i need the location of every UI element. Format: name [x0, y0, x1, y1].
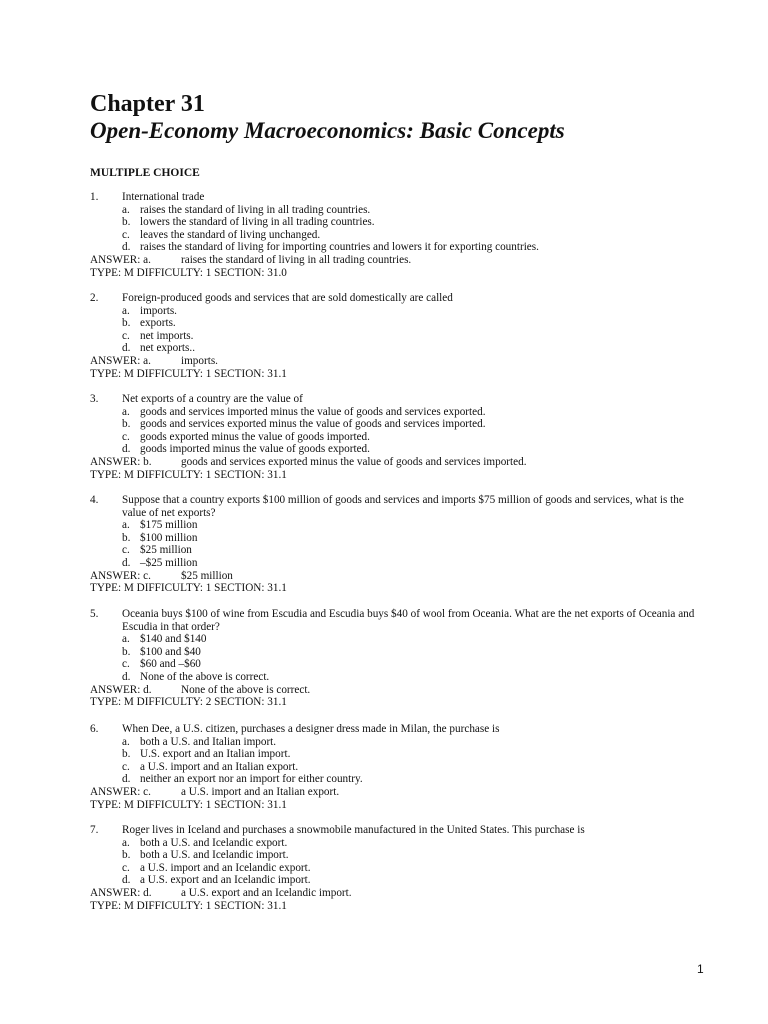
answer-line: [90, 355, 700, 368]
answer-label: ANSWER: c.: [90, 569, 151, 582]
option-b: b. $100 and $40: [122, 645, 201, 658]
answer-line: [90, 887, 700, 900]
question-number: 7.: [90, 824, 99, 836]
question-5: [90, 608, 700, 709]
option-b: b. goods and services exported minus the value of goods and services imported.: [122, 418, 486, 431]
question-4: [90, 494, 700, 595]
option-a: a. imports.: [122, 304, 177, 317]
option-b: b. both a U.S. and Icelandic import.: [122, 849, 289, 862]
question-number: 6.: [90, 723, 99, 735]
answer-line: [90, 254, 700, 267]
option-d: d. a U.S. export and an Icelandic import.: [122, 874, 311, 887]
question-6: [90, 723, 700, 811]
question-number: 4.: [90, 494, 99, 506]
question-stem: When Dee, a U.S. citizen, purchases a designer dress made in Milan, the purchase is: [122, 723, 500, 735]
option-b: b. exports.: [122, 317, 176, 330]
option-d: d. None of the above is correct.: [122, 670, 270, 683]
page-number: 1: [697, 962, 704, 976]
question-number: 3.: [90, 393, 99, 405]
option-c: c. $25 million: [122, 544, 192, 557]
answer-label: ANSWER: a.: [90, 253, 151, 266]
question-7: [90, 824, 700, 912]
option-a: a. $175 million: [122, 519, 198, 532]
question-meta: TYPE: M DIFFICULTY: 1 SECTION: 31.1: [90, 798, 287, 811]
answer-text: imports.: [181, 354, 218, 367]
answer-label: ANSWER: b.: [90, 455, 152, 468]
question-number: 1.: [90, 191, 99, 203]
question-stem: International trade: [122, 191, 205, 203]
question-meta: TYPE: M DIFFICULTY: 2 SECTION: 31.1: [90, 696, 287, 709]
question-3: [90, 393, 700, 481]
question-stem: Suppose that a country exports $100 million of goods and services and imports $75 million of goods and services, what is the value of net exports?: [122, 494, 684, 519]
option-b: b. lowers the standard of living in all trading countries.: [122, 216, 375, 229]
answer-line: [90, 684, 700, 697]
chapter-title: Chapter 31: [90, 91, 205, 117]
option-b: b. $100 million: [122, 531, 198, 544]
option-c: c. a U.S. import and an Icelandic export.: [122, 861, 311, 874]
question-stem: Net exports of a country are the value of: [122, 393, 303, 405]
option-c: c. goods exported minus the value of goods imported.: [122, 430, 370, 443]
answer-label: ANSWER: d.: [90, 683, 152, 696]
question-meta: TYPE: M DIFFICULTY: 1 SECTION: 31.0: [90, 266, 287, 279]
question-stem: Oceania buys $100 of wine from Escudia and Escudia buys $40 of wool from Oceania. What are the net exports of Oceania and Escudia in that order?: [122, 608, 695, 633]
option-b: b. U.S. export and an Italian import.: [122, 748, 291, 761]
question-2: [90, 292, 700, 380]
answer-line: [90, 570, 700, 583]
section-heading: MULTIPLE CHOICE: [90, 167, 200, 179]
option-c: c. a U.S. import and an Italian export.: [122, 760, 299, 773]
option-c: c. leaves the standard of living unchanged.: [122, 228, 321, 241]
question-meta: TYPE: M DIFFICULTY: 1 SECTION: 31.1: [90, 468, 287, 481]
answer-text: raises the standard of living in all trading countries.: [181, 253, 412, 266]
option-a: a. $140 and $140: [122, 633, 207, 646]
option-a: a. both a U.S. and Italian import.: [122, 735, 277, 748]
question-meta: TYPE: M DIFFICULTY: 1 SECTION: 31.1: [90, 899, 287, 912]
question-1: [90, 191, 700, 279]
question-stem: Foreign-produced goods and services that are sold domestically are called: [122, 292, 453, 304]
option-d: d. neither an export nor an import for either country.: [122, 773, 363, 786]
answer-text: a U.S. import and an Italian export.: [181, 785, 340, 798]
answer-label: ANSWER: a.: [90, 354, 151, 367]
option-d: d. goods imported minus the value of goods exported.: [122, 443, 370, 456]
chapter-subtitle: Open-Economy Macroeconomics: Basic Concepts: [90, 118, 565, 143]
answer-text: goods and services exported minus the value of goods and services imported.: [181, 455, 527, 468]
answer-label: ANSWER: c.: [90, 785, 151, 798]
option-c: c. net imports.: [122, 329, 194, 342]
question-meta: TYPE: M DIFFICULTY: 1 SECTION: 31.1: [90, 367, 287, 380]
answer-line: [90, 786, 700, 799]
question-stem: Roger lives in Iceland and purchases a snowmobile manufactured in the United States. This purchase is: [122, 824, 585, 836]
option-c: c. $60 and –$60: [122, 658, 201, 671]
option-a: a. both a U.S. and Icelandic export.: [122, 836, 288, 849]
question-meta: TYPE: M DIFFICULTY: 1 SECTION: 31.1: [90, 582, 287, 595]
option-d: d. –$25 million: [122, 556, 198, 569]
answer-text: a U.S. export and an Icelandic import.: [181, 886, 352, 899]
answer-text: $25 million: [181, 569, 233, 582]
option-d: d. raises the standard of living for importing countries and lowers it for exporting countries.: [122, 241, 539, 254]
answer-label: ANSWER: d.: [90, 886, 152, 899]
option-d: d. net exports..: [122, 342, 195, 355]
answer-line: [90, 456, 700, 469]
question-number: 5.: [90, 608, 99, 620]
option-a: a. raises the standard of living in all trading countries.: [122, 203, 371, 216]
question-number: 2.: [90, 292, 99, 304]
answer-text: None of the above is correct.: [181, 683, 311, 696]
option-a: a. goods and services imported minus the value of goods and services exported.: [122, 405, 486, 418]
